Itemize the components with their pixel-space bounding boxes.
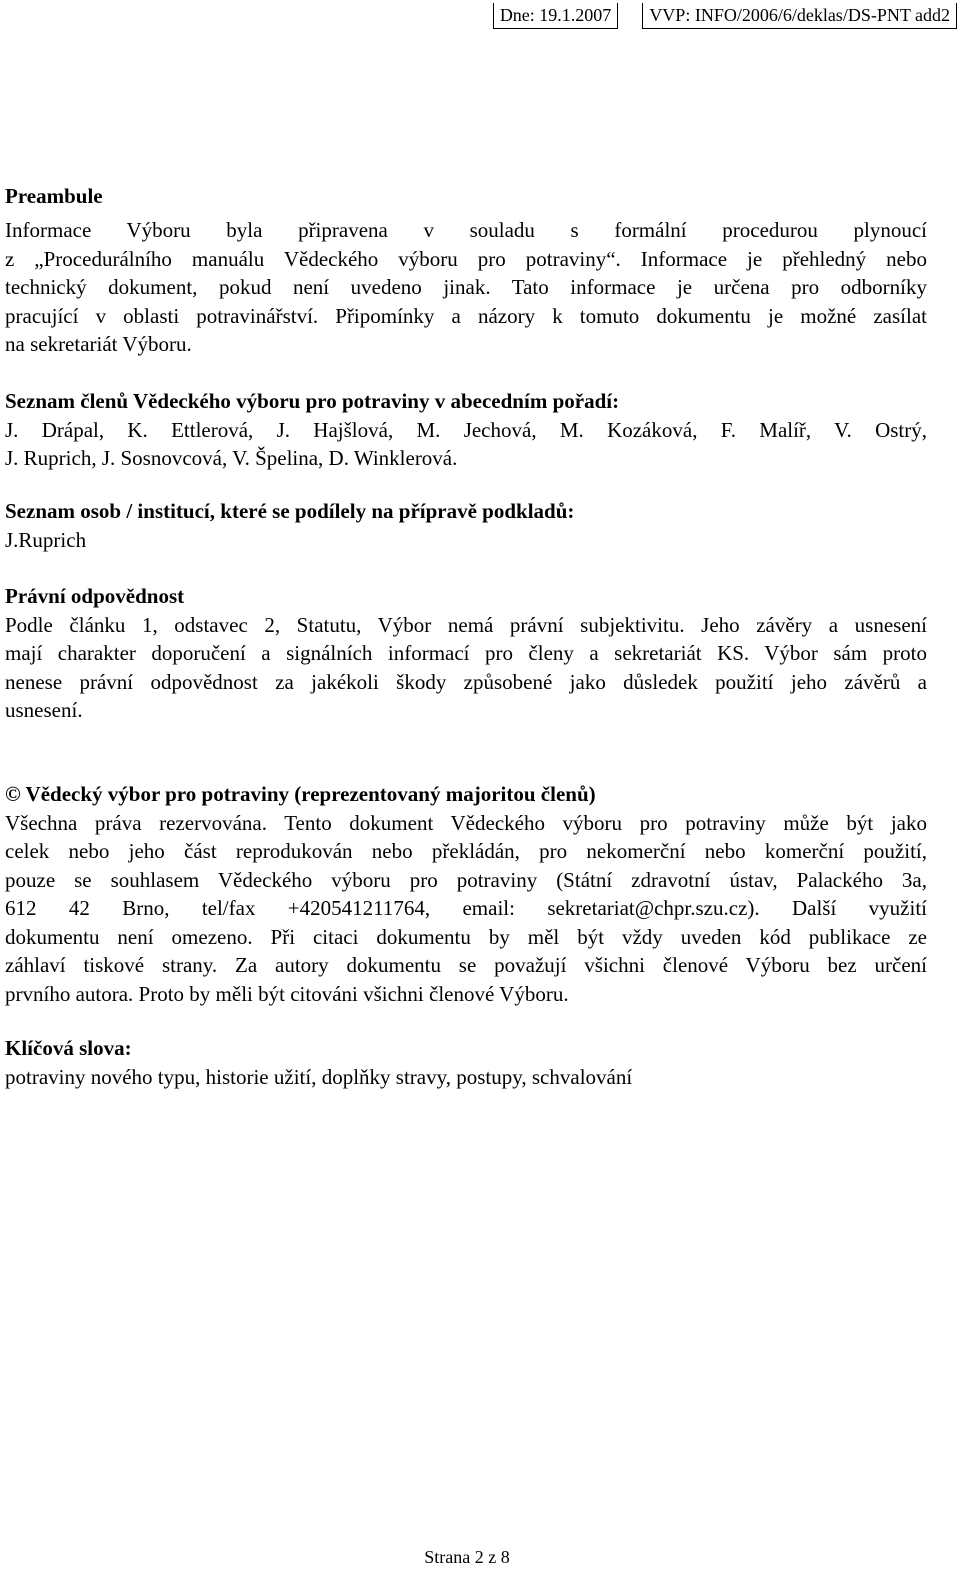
copyright-line: pouze se souhlasem Vědeckého výboru pro potraviny (Státní zdravotní ústav, Palackého 3a, bbox=[5, 867, 927, 892]
liability-line: Podle článku 1, odstavec 2, Statutu, Výbor nemá právní subjektivitu. Jeho závěry a usnesení bbox=[5, 612, 927, 637]
liability-section bbox=[5, 582, 927, 725]
copyright-line: prvního autora. Proto by měli být citováni všichni členové Výboru. bbox=[5, 981, 569, 1006]
contributors-section bbox=[5, 497, 927, 554]
liability-line: mají charakter doporučení a signálních informací pro členy a sekretariát KS. Výbor sám proto bbox=[5, 641, 927, 665]
header-date: Dne: 19.1.2007 bbox=[493, 3, 619, 29]
copyright-line: Všechna práva rezervována. Tento dokument Vědeckého výboru pro potraviny může být jako bbox=[5, 810, 927, 835]
liability-line: nenese právní odpovědnost za jakékoli škody způsobené jako důsledek použití jeho závěrů a bbox=[5, 669, 927, 694]
copyright-section bbox=[5, 780, 927, 1008]
keywords-section bbox=[5, 1034, 927, 1091]
members-section bbox=[5, 387, 927, 473]
members-title: Seznam členů Vědeckého výboru pro potraviny v abecedním pořadí: bbox=[5, 389, 620, 413]
copyright-line: celek nebo jeho část reprodukován nebo překládán, pro nekomerční nebo komerční použití, bbox=[5, 839, 927, 863]
liability-title: Právní odpovědnost bbox=[5, 584, 185, 608]
page-number: Strana 2 z 8 bbox=[424, 1547, 510, 1567]
preamble-body bbox=[5, 216, 927, 359]
preamble-line: z „Procedurálního manuálu Vědeckého výboru pro potraviny“. Informace je přehledný nebo bbox=[5, 246, 927, 271]
contributors-text: J.Ruprich bbox=[5, 527, 87, 552]
copyright-line: dokumentu není omezeno. Při citaci dokumentu by měl být vždy uveden kód publikace ze bbox=[5, 924, 927, 949]
copyright-title: © Vědecký výbor pro potraviny (reprezentovaný majoritou členů) bbox=[5, 782, 596, 806]
header-reference: VVP: INFO/2006/6/deklas/DS-PNT add2 bbox=[642, 3, 957, 29]
members-line: J. Ruprich, J. Sosnovcová, V. Špelina, D. Winklerová. bbox=[5, 446, 458, 470]
keywords-text: potraviny nového typu, historie užití, doplňky stravy, postupy, schvalování bbox=[5, 1064, 633, 1089]
page-header bbox=[493, 3, 957, 29]
members-line: J. Drápal, K. Ettlerová, J. Hajšlová, M. Jechová, M. Kozáková, F. Malíř, V. Ostrý, bbox=[5, 417, 927, 442]
keywords-title: Klíčová slova: bbox=[5, 1036, 132, 1060]
preamble-title: Preambule bbox=[5, 184, 103, 208]
preamble-line: pracující v oblasti potravinářství. Připomínky a názory k tomuto dokumentu je možné zasílat bbox=[5, 303, 927, 328]
preamble-line: Informace Výboru byla připravena v souladu s formální procedurou plynoucí bbox=[5, 218, 927, 242]
preamble-section bbox=[5, 182, 927, 211]
preamble-line: technický dokument, pokud není uvedeno jinak. Tato informace je určena pro odborníky bbox=[5, 275, 927, 299]
copyright-line: 612 42 Brno, tel/fax +420541211764, email: sekretariat@chpr.szu.cz). Další využití bbox=[5, 896, 927, 920]
contributors-title: Seznam osob / institucí, které se podílely na přípravě podkladů: bbox=[5, 499, 575, 523]
liability-line: usnesení. bbox=[5, 698, 83, 722]
preamble-line: na sekretariát Výboru. bbox=[5, 332, 192, 356]
copyright-line: záhlaví tiskové strany. Za autory dokumentu se považují všichni členové Výboru bez určení bbox=[5, 953, 927, 977]
